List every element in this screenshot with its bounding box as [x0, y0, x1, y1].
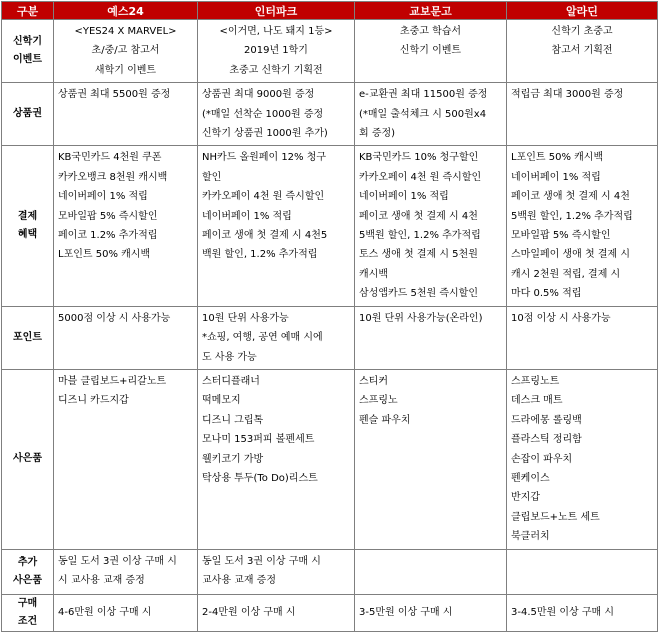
row-label: 상품권	[2, 83, 54, 146]
cell-line: 상품권 최대 5500원 증정	[58, 89, 171, 101]
cell-yes24	[54, 306, 198, 369]
cell-kyobo	[355, 146, 507, 306]
cell-line: 토스 생애 첫 결제 시 5천원	[359, 249, 478, 261]
cell-line: 상품권 최대 9000원 증정	[202, 89, 315, 101]
cell-line: 할인	[202, 171, 222, 183]
cell-line: <YES24 X MARVEL>	[74, 26, 177, 37]
row-label: 사은품	[2, 369, 54, 549]
cell-yes24	[54, 594, 198, 631]
cell-line: L포인트 50% 캐시백	[58, 249, 151, 261]
header-yes24: 예스24	[54, 2, 198, 20]
cell-line: 3-4.5만원 이상 구매 시	[511, 606, 615, 618]
cell-yes24	[54, 369, 198, 549]
cell-line: 10원 단위 사용가능	[202, 312, 289, 324]
row-points	[2, 306, 658, 369]
cell-interpark	[198, 549, 355, 594]
cell-line: 스터디플래너	[202, 375, 260, 387]
cell-yes24	[54, 83, 198, 146]
cell-aladin	[507, 594, 658, 631]
cell-kyobo	[355, 369, 507, 549]
cell-line: 스프링노	[359, 395, 398, 407]
cell-line: *쇼핑, 여행, 공연 예매 시에	[202, 332, 323, 344]
cell-line: 마다 0.5% 적립	[511, 288, 582, 300]
row-free-gifts	[2, 369, 658, 549]
cell-line: 네이버페이 1% 적립	[202, 210, 292, 222]
cell-line: 데스크 매트	[511, 395, 563, 407]
cell-line: 카카오뱅크 8천원 캐시백	[58, 171, 168, 183]
cell-line: 백원 할인, 1.2% 추가적립	[202, 249, 318, 261]
cell-line: 시 교사용 교재 증정	[58, 574, 145, 586]
cell-line: 디즈니 그립톡	[202, 414, 264, 426]
cell-line: 펜케이스	[511, 472, 550, 484]
cell-line: 도 사용 가능	[202, 351, 257, 363]
cell-aladin	[507, 146, 658, 306]
cell-line: 신학기 이벤트	[399, 45, 462, 57]
cell-kyobo	[355, 549, 507, 594]
cell-line: 스마일페이 생애 첫 결제 시	[511, 249, 630, 261]
cell-line: 캐시 2천원 적립, 결제 시	[511, 268, 621, 280]
cell-line: 마블 클립보드+리갈노트	[58, 375, 167, 387]
cell-interpark	[198, 20, 355, 83]
cell-line: 스프링노트	[511, 375, 560, 387]
row-payment-benefits	[2, 146, 658, 306]
row-additional-gifts	[2, 549, 658, 594]
cell-interpark	[198, 146, 355, 306]
cell-line: 네이버페이 1% 적립	[511, 171, 601, 183]
cell-line: 신학기 상품권 1000원 추가)	[202, 128, 328, 140]
cell-line: 페이코 생애 첫 결제 시 4천5	[202, 230, 328, 242]
cell-line: e-교환권 최대 11500원 증정	[359, 89, 488, 101]
row-purchase-conditions	[2, 594, 658, 631]
cell-aladin	[507, 369, 658, 549]
cell-line: 모바일팝 5% 즉시할인	[511, 230, 611, 242]
row-label: 결제 혜택	[2, 146, 54, 306]
cell-line: 2019년 1학기	[244, 45, 308, 57]
cell-line: 손잡이 파우치	[511, 453, 573, 465]
cell-interpark	[198, 306, 355, 369]
cell-line: 모나미 153퍼피 볼펜세트	[202, 434, 315, 446]
cell-interpark	[198, 369, 355, 549]
cell-line: KB국민카드 4천원 쿠폰	[58, 152, 162, 164]
cell-line: 3-5만원 이상 구매 시	[359, 606, 453, 618]
header-aladin: 알라딘	[507, 2, 658, 20]
cell-kyobo	[355, 83, 507, 146]
cell-line: (*매일 선착순 1000원 증정	[202, 108, 324, 120]
cell-aladin	[507, 20, 658, 83]
cell-line: 페이코 생애 첫 결제 시 4천	[511, 191, 630, 203]
cell-line: 참고서 기획전	[551, 45, 613, 57]
cell-line: 드라에몽 롤링백	[511, 414, 582, 426]
row-label: 포인트	[2, 306, 54, 369]
cell-line: L포인트 50% 캐시백	[511, 152, 604, 164]
cell-line: 동일 도서 3권 이상 구매 시	[202, 555, 321, 567]
cell-line: 2-4만원 이상 구매 시	[202, 606, 296, 618]
cell-line: 네이버페이 1% 적립	[359, 191, 449, 203]
cell-line: 4-6만원 이상 구매 시	[58, 606, 152, 618]
cell-line: 카카오페이 4천 원 즉시할인	[202, 191, 325, 203]
cell-line: 페이코 생애 첫 결제 시 4천	[359, 210, 478, 222]
cell-line: (*매일 출석체크 시 500원x4	[359, 108, 487, 120]
cell-line: 네이버페이 1% 적립	[58, 191, 148, 203]
cell-line: <이거면, 나도 돼지 1등>	[219, 26, 333, 37]
cell-line: 초/중/고 참고서	[91, 45, 160, 57]
header-interpark: 인터파크	[198, 2, 355, 20]
cell-line: 디즈니 카드지갑	[58, 395, 129, 407]
cell-line: 10점 이상 시 사용가능	[511, 312, 611, 324]
cell-line: 페이코 1.2% 추가적립	[58, 230, 158, 242]
row-label: 신학기 이벤트	[2, 20, 54, 83]
cell-kyobo	[355, 594, 507, 631]
cell-line: 5백원 할인, 1.2% 추가적립	[359, 230, 481, 242]
cell-line: NH카드 올원페이 12% 청구	[202, 152, 327, 164]
cell-interpark	[198, 594, 355, 631]
cell-interpark	[198, 83, 355, 146]
cell-line: 교사용 교재 증정	[202, 574, 276, 586]
row-gift-certificate	[2, 83, 658, 146]
cell-line: 캐시백	[359, 268, 388, 280]
cell-line: 신학기 초중고	[551, 26, 613, 37]
cell-yes24	[54, 20, 198, 83]
cell-aladin	[507, 83, 658, 146]
cell-line: 삼성앱카드 5천원 즉시할인	[359, 288, 478, 300]
cell-line: 적립금 최대 3000원 증정	[511, 89, 624, 101]
cell-line: 반지갑	[511, 492, 540, 504]
header-kyobo: 교보문고	[355, 2, 507, 20]
cell-line: 5000점 이상 시 사용가능	[58, 312, 171, 324]
cell-line: 동일 도서 3권 이상 구매 시	[58, 555, 177, 567]
cell-kyobo	[355, 306, 507, 369]
cell-line: 탁상용 투두(To Do)리스트	[202, 472, 318, 484]
cell-aladin	[507, 549, 658, 594]
cell-kyobo	[355, 20, 507, 83]
cell-line: 새학기 이벤트	[94, 64, 157, 76]
cell-line: 클립보드+노트 세트	[511, 511, 600, 523]
cell-yes24	[54, 549, 198, 594]
cell-line: 북클러치	[511, 531, 550, 543]
comparison-table	[1, 1, 658, 632]
cell-line: 초중고 신학기 기획전	[229, 64, 323, 76]
cell-line: KB국민카드 10% 청구할인	[359, 152, 479, 164]
cell-line: 웰키코기 가방	[202, 453, 264, 465]
cell-line: 10원 단위 사용가능(온라인)	[359, 312, 483, 324]
cell-yes24	[54, 146, 198, 306]
header-row	[2, 2, 658, 20]
header-category: 구분	[2, 2, 54, 20]
row-label: 구매 조건	[2, 594, 54, 631]
cell-aladin	[507, 306, 658, 369]
cell-line: 5백원 할인, 1.2% 추가적립	[511, 210, 633, 222]
row-label: 추가 사은품	[2, 549, 54, 594]
cell-line: 펜슬 파우치	[359, 414, 411, 426]
row-new-semester-event	[2, 20, 658, 83]
cell-line: 회 증정)	[359, 128, 396, 140]
cell-line: 플라스틱 정리함	[511, 434, 582, 446]
cell-line: 초중고 학습서	[399, 26, 462, 37]
cell-line: 모바일팝 5% 즉시할인	[58, 210, 158, 222]
cell-line: 떡메모지	[202, 395, 241, 407]
cell-line: 스티커	[359, 375, 388, 387]
cell-line: 카카오페이 4천 원 즉시할인	[359, 171, 482, 183]
